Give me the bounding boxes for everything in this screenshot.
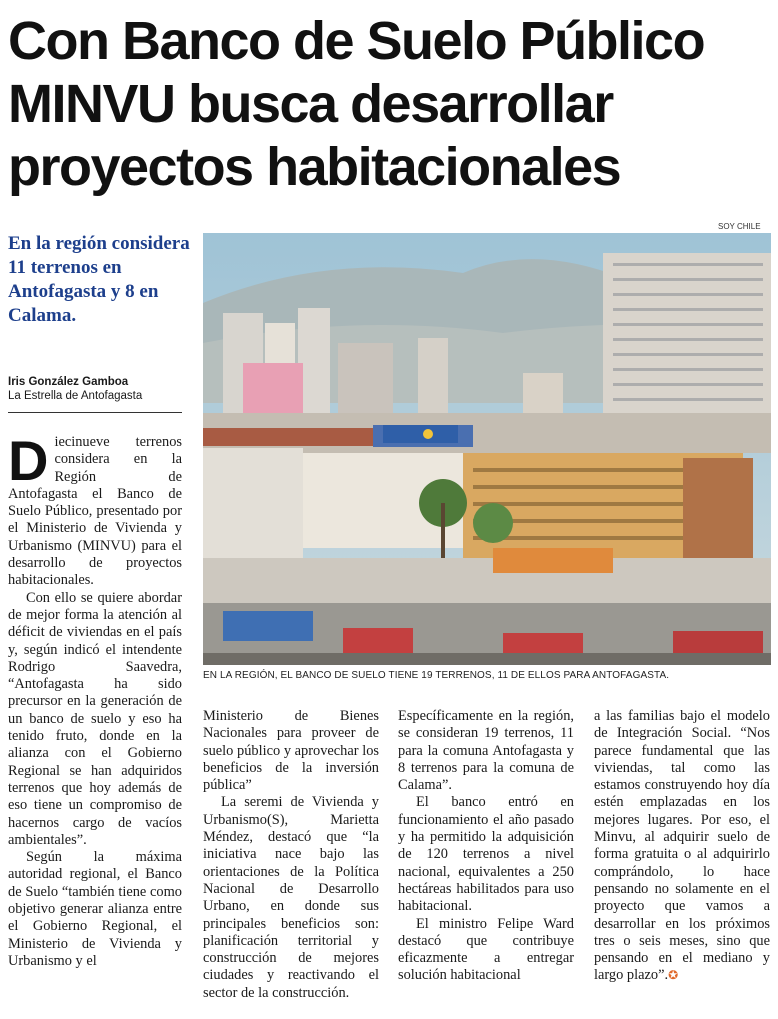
paragraph-6-continued	[594, 708, 770, 985]
headline-line-2: MINVU busca desarrollar	[8, 74, 613, 134]
city-photo	[203, 233, 771, 665]
paragraph-3-continued: Ministerio de Bienes Nacionales para proveer de suelo público y aprovechar los beneficios de la inversión pública”	[203, 708, 379, 794]
paragraph-2: Con ello se quiere abordar de mejor forma la atención al déficit de viviendas en el país y, según indicó el intendente Rodrigo Saavedra, “Antofagasta ha sido precursor en la generación de un banco de suelo y eso ha tenido fruto, donde en la alianza con el Gobierno Regional se han adquiridos terrenos que hoy además de eso tiene un compromiso de hacernos cargo de vacíos ambientales”.	[8, 589, 182, 848]
author-name: Iris González Gamboa	[8, 376, 129, 388]
author-outlet: La Estrella de Antofagasta	[8, 390, 143, 402]
paragraph-4-continued: Específicamente en la región, se consideran 19 terrenos, 11 para la comuna Antofagasta y 8 terrenos para la comuna de Calama”.	[398, 708, 574, 794]
byline	[8, 375, 188, 403]
headline	[8, 10, 773, 199]
paragraph-1-text: iecinueve terrenos considera en la Región de Antofagasta el Banco de Suelo Público, presentado por el Ministerio de Vivienda y Urbanismo (MINVU) para el desarrollo de proyectos habitacionales.	[8, 434, 182, 589]
photo-credit: SOY CHILE	[718, 222, 761, 231]
article-column-1	[8, 429, 182, 970]
byline-divider	[8, 412, 182, 413]
end-mark-icon: ✪	[668, 968, 679, 983]
article-column-2	[203, 708, 379, 1002]
paragraph-1	[8, 429, 182, 590]
subheadline: En la región considera 11 terrenos en Antofagasta y 8 en Calama.	[8, 233, 190, 326]
headline-line-3: proyectos habitacionales	[8, 137, 621, 197]
paragraph-4: La seremi de Vivienda y Urbanismo(S), Marietta Méndez, destacó que “la iniciativa nace bajo las orientaciones de la Política Nacional de Desarrollo Urbano, en donde sus principales beneficios son: planificación territorial y construcción de mejores ciudades y reactivando el sector de la construcción.	[203, 794, 379, 1001]
headline-line-1: Con Banco de Suelo Público	[8, 11, 705, 71]
paragraph-5: El banco entró en funcionamiento el año pasado y ha permitido la adquisición de 120 terrenos a nivel nacional, equivalentes a 250 hectáreas habilitados para uso habitacional.	[398, 794, 574, 915]
drop-cap: D	[8, 429, 49, 492]
photo-caption: EN LA REGIÓN, EL BANCO DE SUELO TIENE 19 TERRENOS, 11 DE ELLOS PARA ANTOFAGASTA.	[203, 670, 670, 681]
article-column-3	[398, 708, 574, 985]
paragraph-6: El ministro Felipe Ward destacó que contribuye eficazmente a entregar solución habitacional	[398, 915, 574, 984]
article-column-4	[594, 708, 770, 985]
paragraph-6-continued-text: a las familias bajo el modelo de Integración Social. “Nos parece fundamental que las viviendas, tal como las estamos construyendo hoy día estén emplazadas en los mejores lugares. Por eso, el Minvu, al adquirir suelo de forma gratuita o al adquirirlo comprándolo, lo hace pensando no solamente en el proyecto que vamos a desarrollar en los próximos tres o seis meses, sino que pensando en el mediano y largo plazo”.	[594, 708, 770, 984]
paragraph-3: Según la máxima autoridad regional, el Banco de Suelo “también tiene como objetivo generar alianza entre el Gobierno Regional, el Ministerio de Vivienda y Urbanismo y el	[8, 849, 182, 969]
